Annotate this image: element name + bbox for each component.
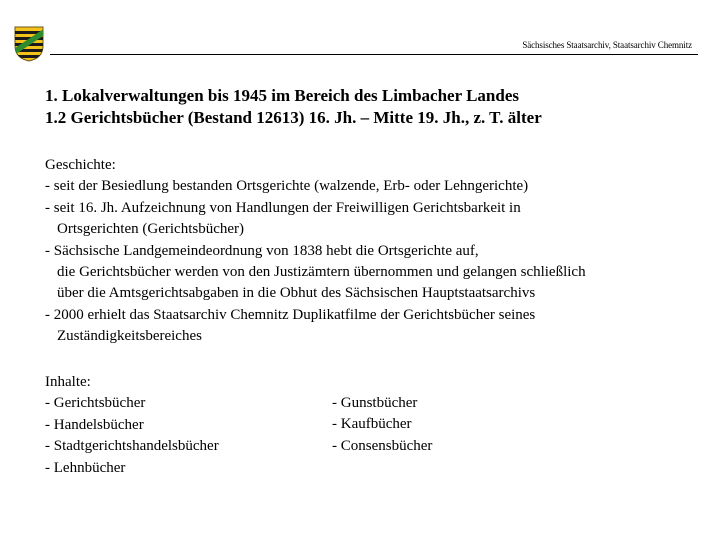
history-line: die Gerichtsbücher werden von den Justizämtern übernommen und gelangen schließlich [57, 264, 586, 281]
history-line: Zuständigkeitsbereiches [57, 328, 202, 345]
contents-item: - Consensbücher [332, 437, 433, 454]
history-line: - seit 16. Jh. Aufzeichnung von Handlungen der Freiwilligen Gerichtsbarkeit in [45, 199, 521, 216]
contents-item: - Handelsbücher [45, 416, 144, 433]
history-line: - 2000 erhielt das Staatsarchiv Chemnitz Duplikatfilme der Gerichtsbücher seines [45, 306, 536, 323]
contents-item: - Stadtgerichtshandelsbücher [45, 438, 219, 455]
title-line-1: 1. Lokalverwaltungen bis 1945 im Bereich des Limbacher Landes [45, 86, 519, 105]
history-section [45, 155, 586, 348]
history-line: - Sächsische Landgemeindeordnung von 1838 hebt die Ortsgerichte auf, [45, 242, 479, 259]
contents-heading: Inhalte: [45, 374, 91, 390]
contents-item: - Kaufbücher [332, 416, 412, 433]
saxony-coat-of-arms-icon [14, 26, 44, 62]
history-line: Ortsgerichten (Gerichtsbücher) [57, 221, 245, 238]
header-institution: Sächsisches Staatsarchiv, Staatsarchiv Chemnitz [522, 40, 692, 50]
header-divider [50, 54, 698, 55]
page-title [45, 85, 542, 129]
contents-item: - Gunstbücher [332, 395, 418, 411]
title-line-2: 1.2 Gerichtsbücher (Bestand 12613) 16. Jh. – Mitte 19. Jh., z. T. älter [45, 108, 542, 127]
history-line: über die Amtsgerichtsabgaben in die Obhut des Sächsischen Hauptstaatsarchivs [57, 285, 536, 302]
history-line: - seit der Besiedlung bestanden Ortsgerichte (walzende, Erb- oder Lehngerichte) [45, 178, 529, 195]
contents-item: - Gerichtsbücher [45, 395, 146, 412]
contents-item: - Lehnbücher [45, 459, 126, 476]
contents-section [45, 372, 219, 479]
contents-right-column [332, 393, 432, 457]
history-heading: Geschichte: [45, 157, 116, 173]
